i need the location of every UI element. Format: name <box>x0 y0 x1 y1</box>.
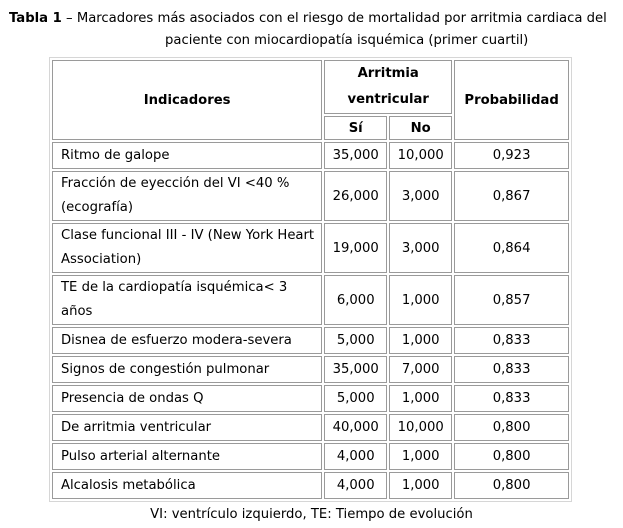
table-caption <box>9 8 619 52</box>
no-cell: 7,000 <box>389 356 452 383</box>
no-cell: 3,000 <box>389 171 452 221</box>
si-cell: 19,000 <box>324 223 387 273</box>
indicator-cell: Disnea de esfuerzo modera-severa <box>52 327 322 354</box>
markers-table <box>49 57 572 502</box>
si-cell: 26,000 <box>324 171 387 221</box>
caption-line-1: Marcadores más asociados con el riesgo de mortalidad por arritmia cardiaca del <box>76 11 607 26</box>
si-cell: 4,000 <box>324 472 387 499</box>
si-cell: 35,000 <box>324 142 387 169</box>
probability-cell: 0,800 <box>454 443 569 470</box>
table-footnote: VI: ventrículo izquierdo, TE: Tiempo de evolución <box>150 507 473 522</box>
probability-cell: 0,833 <box>454 385 569 412</box>
indicator-cell: Pulso arterial alternante <box>52 443 322 470</box>
si-cell: 35,000 <box>324 356 387 383</box>
table-row <box>52 472 569 499</box>
si-cell: 4,000 <box>324 443 387 470</box>
probability-cell: 0,833 <box>454 327 569 354</box>
caption-line-2: paciente con miocardiopatía isquémica (primer cuartil) <box>165 33 529 48</box>
indicator-cell: Ritmo de galope <box>52 142 322 169</box>
probability-cell: 0,864 <box>454 223 569 273</box>
table-row <box>52 385 569 412</box>
no-cell: 3,000 <box>389 223 452 273</box>
table-row <box>52 327 569 354</box>
no-cell: 1,000 <box>389 327 452 354</box>
probability-cell: 0,833 <box>454 356 569 383</box>
header-si: Sí <box>324 116 387 140</box>
si-cell: 5,000 <box>324 385 387 412</box>
no-cell: 10,000 <box>389 414 452 441</box>
no-cell: 1,000 <box>389 472 452 499</box>
probability-cell: 0,800 <box>454 472 569 499</box>
no-cell: 1,000 <box>389 385 452 412</box>
indicator-cell: Clase funcional III - IV (New York Heart Association) <box>52 223 322 273</box>
indicator-cell: Signos de congestión pulmonar <box>52 356 322 383</box>
table-body <box>52 142 569 499</box>
indicator-cell: Alcalosis metabólica <box>52 472 322 499</box>
table-row <box>52 443 569 470</box>
probability-cell: 0,857 <box>454 275 569 325</box>
probability-cell: 0,923 <box>454 142 569 169</box>
header-arritmia-ventricular: Arritmia ventricular <box>324 60 452 114</box>
probability-cell: 0,800 <box>454 414 569 441</box>
table-row <box>52 142 569 169</box>
indicator-cell: Fracción de eyección del VI <40 % (ecografía) <box>52 171 322 221</box>
table-row <box>52 223 569 273</box>
table-row <box>52 356 569 383</box>
header-indicadores: Indicadores <box>52 60 322 140</box>
header-no: No <box>389 116 452 140</box>
no-cell: 1,000 <box>389 275 452 325</box>
table-row <box>52 275 569 325</box>
si-cell: 5,000 <box>324 327 387 354</box>
si-cell: 6,000 <box>324 275 387 325</box>
table-row <box>52 414 569 441</box>
indicator-cell: Presencia de ondas Q <box>52 385 322 412</box>
header-probabilidad: Probabilidad <box>454 60 569 140</box>
caption-separator: – <box>61 11 77 26</box>
indicator-cell: TE de la cardiopatía isquémica< 3 años <box>52 275 322 325</box>
indicator-cell: De arritmia ventricular <box>52 414 322 441</box>
no-cell: 10,000 <box>389 142 452 169</box>
table-row <box>52 171 569 221</box>
probability-cell: 0,867 <box>454 171 569 221</box>
no-cell: 1,000 <box>389 443 452 470</box>
si-cell: 40,000 <box>324 414 387 441</box>
caption-label: Tabla 1 <box>9 11 62 26</box>
